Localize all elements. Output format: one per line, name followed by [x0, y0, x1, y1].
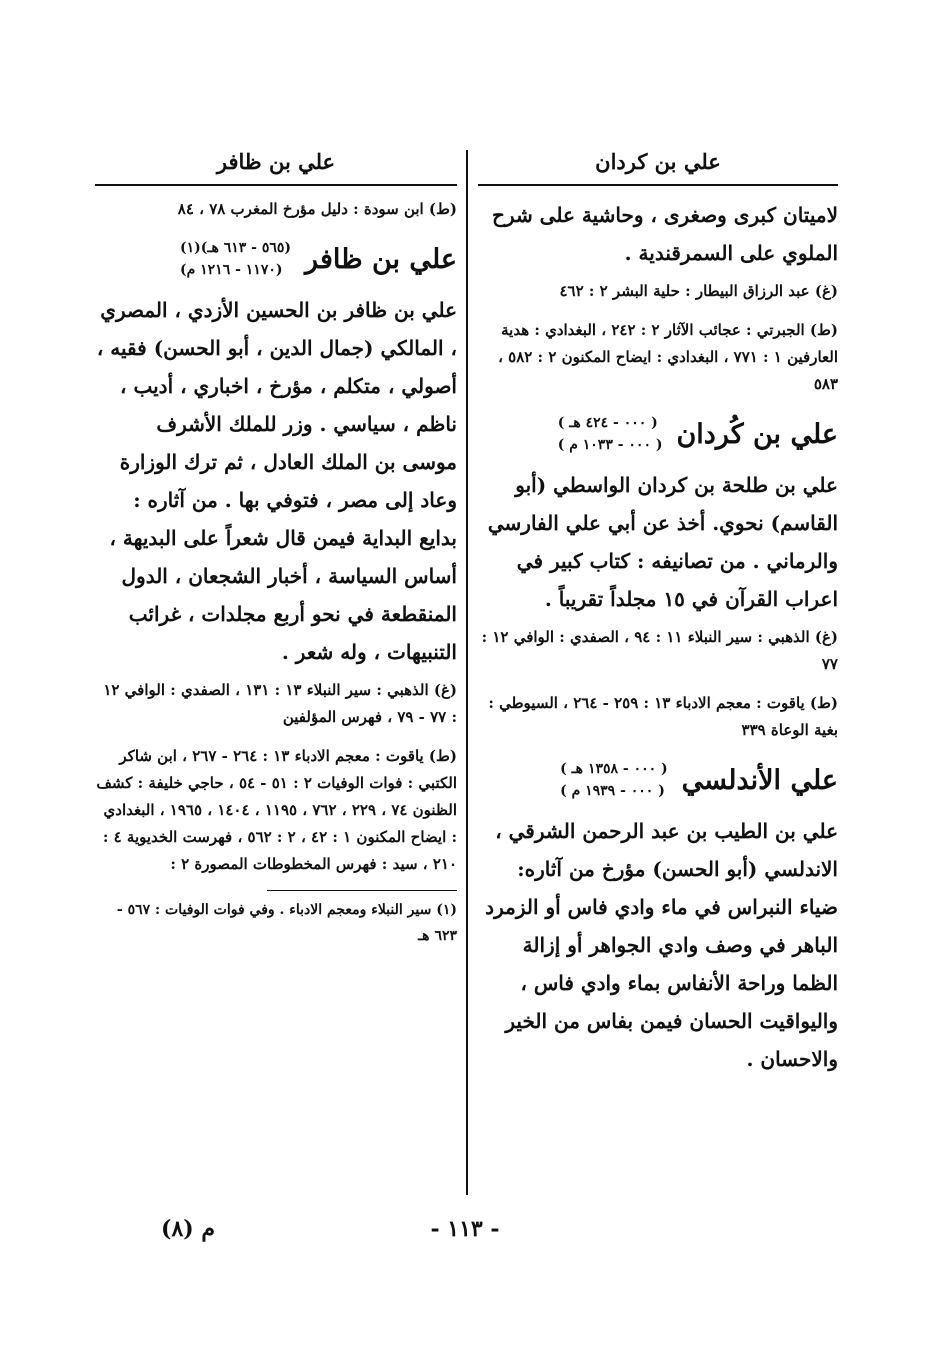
entry-text: علي بن ظافر بن الحسين الأزدي ، المصري ، المالكي (جمال الدين ، أبو الحسن) فقيه ، أصولي ، متكلم ، مؤرخ ، اخباري ، أديب ، ناظم ، سياسي . وزر للملك الأشرف موسى بن الملك العادل ، ثم ترك الوزارة وعاد إلى مصر ، فتوفي بها . من آثاره : بدايع البداية فيمن قال شعراً على البديهة ، أساس السياسة ، أخبار الشجعان ، الدول المنقطعة في نحو أربع مجلدات ، غرائب التنبيهات ، وله شعر .	[96, 298, 457, 664]
entry-text: علي بن الطيب بن عبد الرحمن الشرقي ، الاندلسي (أبو الحسن) مؤرخ من آثاره: ضياء النبراس في ماء وادي فاس أو الزمرد الباهر في وصف وادي الجواهر أو إزالة الظما وراحة الأنفاس بماء وادي فاس ، واليواقيت الحسان فيمن بفاس من الخير والاحسان .	[485, 819, 838, 1071]
gregorian-dates: ( ٠٠٠ - ١٩٣٩ م )	[560, 783, 665, 799]
continuation-text: لاميتان كبرى وصغرى ، وحاشية على شرح الملوي على السمرقندية .	[492, 203, 838, 265]
hijri-dates: ( ٠٠٠ - ٤٢٤ هـ )	[557, 415, 658, 431]
reference-t: (ط) الجبرتي : عجائب الآثار ٢ : ٢٤٢ ، البغدادي : هدية العارفين ١ : ٧٧١ ، البغدادي : ايضاح المكنون ٢ : ٥٨٢ ، ٥٨٣	[498, 321, 838, 393]
reference-t: (ط) ابن سودة : دليل مؤرخ المغرب ٧٨ ، ٨٤	[177, 200, 457, 218]
entry-dates	[558, 412, 663, 456]
entry-name: علي الأندلسي	[681, 764, 838, 796]
column-divider	[466, 150, 468, 1195]
reference-gh: (غ) الذهبي : سير النبلاء ١١ : ٩٤ ، الصفدي : الوافي ١٢ : ٧٧	[481, 628, 838, 673]
right-column	[478, 140, 838, 1084]
gregorian-dates: ( ٠٠٠ - ١٠٣٣ م )	[557, 437, 663, 453]
entry-text: علي بن طلحة بن كردان الواسطي (أبو القاسم) نحوي. أخذ عن أبي علي الفارسي والرماني . من تصانيفه : كتاب كبير في اعراب القرآن في ١٥ مجلداً تقريباً .	[487, 473, 838, 611]
footnote: (١) سير النبلاء ومعجم الادباء . وفي فوات الوفيات : ٥٦٧ - ٦٢٣ هـ	[116, 902, 457, 944]
gregorian-dates: (١١٧٠ - ١٢١٦ م)	[179, 262, 283, 278]
entry-heading	[478, 412, 838, 456]
entry-heading	[478, 758, 838, 802]
hijri-dates: ( ٠٠٠ - ١٣٥٨ هـ )	[560, 761, 668, 777]
entry-name: علي بن ظافر	[305, 243, 457, 275]
entry-heading	[95, 237, 457, 281]
reference-t: (ط) ياقوت : معجم الادباء ١٣ : ٢٦٤ - ٢٦٧ ، ابن شاكر الكتبي : فوات الوفيات ٢ : ٥١ - ٥٤ ، حاجي خليفة : كشف الظنون ٧٤ ، ٢٢٩ ، ٧٦٢ ، ١١٩٥ ، ١٤٠٤ ، ١٩٦٥ ، البغدادي : ايضاح المكنون ١ : ٤٢ ، ٢ : ٥٦٢ ، فهرست الخديوية ٤ : ٢١٠ ، سيد : فهرس المخطوطات المصورة ٢ :	[96, 747, 457, 873]
reference-t: (ط) ياقوت : معجم الادباء ١٣ : ٢٥٩ - ٢٦٤ ، السيوطي : بغية الوعاة ٣٣٩	[488, 694, 838, 739]
entry-dates	[560, 758, 668, 802]
reference-gh: (غ) الذهبي : سير النبلاء ١٣ : ١٣١ ، الصفدي : الوافي ١٢ : ٧٧ - ٧٩ ، فهرس المؤلفين	[103, 681, 457, 726]
footnote-rule	[267, 890, 457, 891]
hijri-dates: (٥٦٥ - ٦١٣ هـ)(١)	[179, 240, 292, 256]
entry-dates	[180, 237, 291, 281]
signature-mark: م (٨)	[161, 1216, 215, 1242]
page-number: - ١١٣ -	[430, 1216, 500, 1242]
left-column-header: علي بن ظافر	[95, 140, 457, 186]
left-column	[95, 140, 457, 955]
reference-gh: (غ) عبد الرزاق البيطار : حلية البشر ٢ : ٤٦٢	[559, 282, 838, 300]
entry-name: علي بن كُردان	[676, 418, 838, 450]
right-column-header: علي بن كردان	[478, 140, 838, 186]
